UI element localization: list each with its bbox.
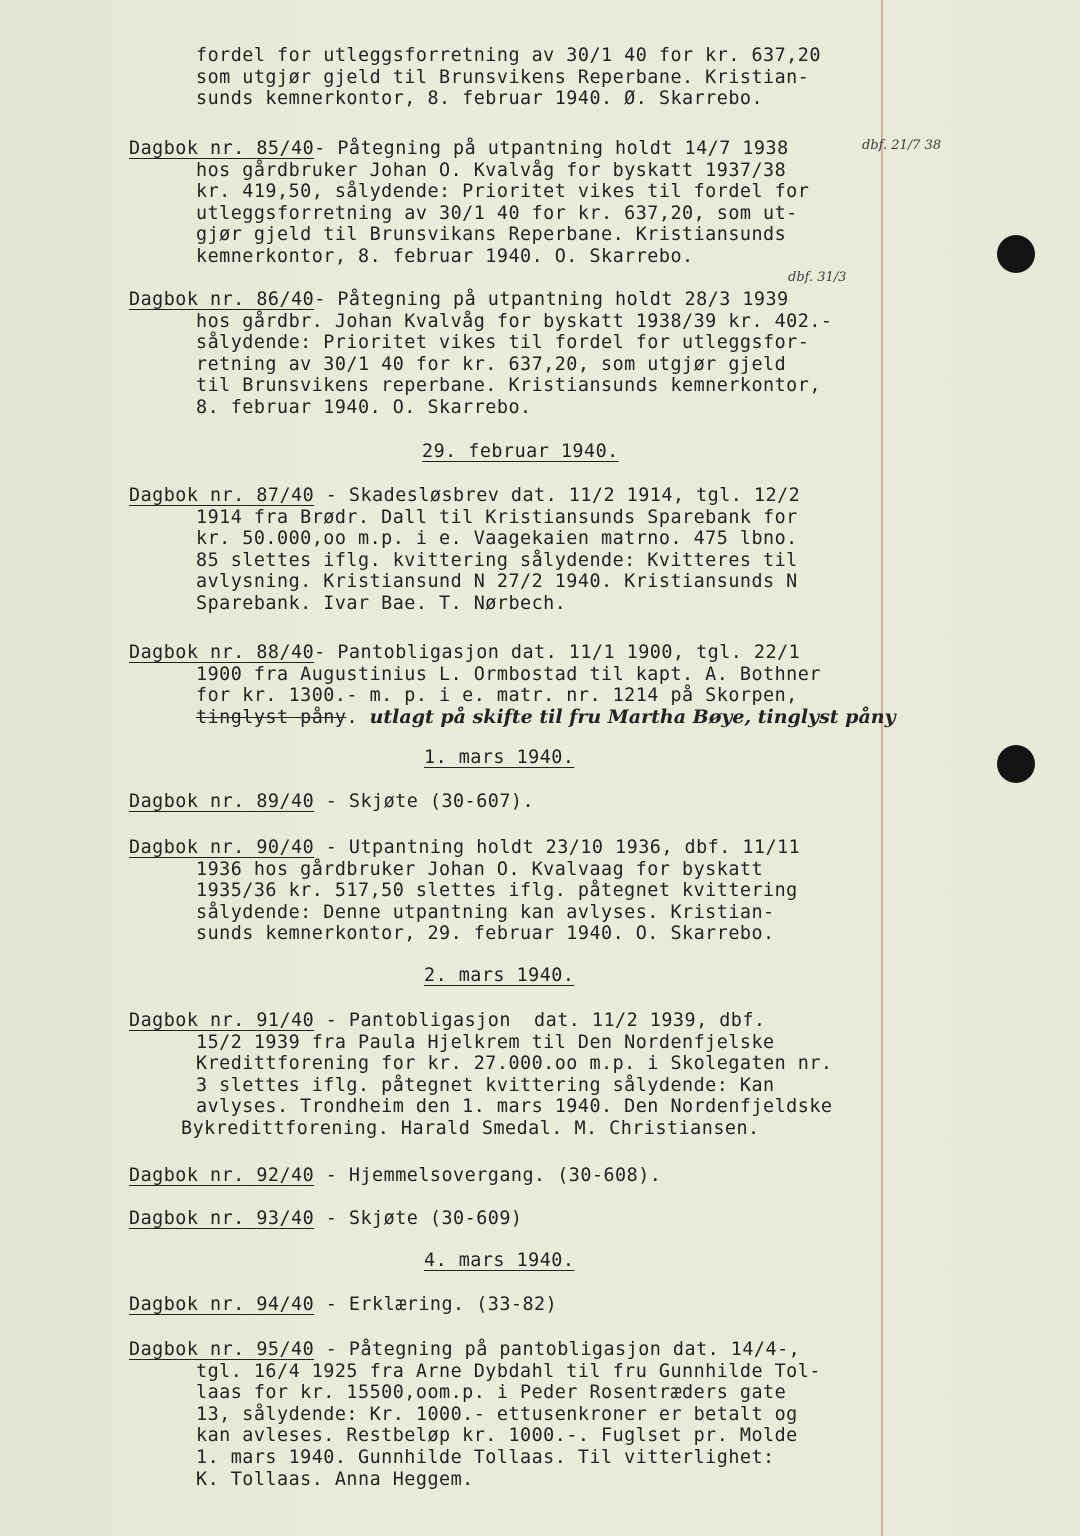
entry-line: Sparebank. Ivar Bae. T. Nørbech. [196,592,567,614]
entry-line: utleggsforretning av 30/1 40 for kr. 637,20, som ut- [196,202,798,224]
entry-line: avlyses. Trondheim den 1. mars 1940. Den Nordenfjeldske [196,1096,833,1118]
entry-89-40 [129,791,535,813]
entry-number: Dagbok nr. 91/40 [129,1010,315,1031]
entry-line: sålydende: Prioritet vikes til fordel for utleggsfor- [196,332,810,354]
entry-number: Dagbok nr. 92/40 [129,1165,315,1186]
entry-line: - Skjøte (30-607). [314,791,535,812]
entry-line: 8. februar 1940. O. Skarrebo. [196,396,532,418]
entry-94-40 [129,1294,558,1316]
entry-line: - Skadesløsbrev dat. 11/2 1914, tgl. 12/2 [314,485,801,506]
entry-line: 1936 hos gårdbruker Johan O. Kvalvaag for byskatt [196,858,764,880]
entry-line: 1935/36 kr. 517,50 slettes iflg. påtegnet kvittering [196,880,798,902]
entry-90-40 [129,837,801,945]
entry-number: Dagbok nr. 89/40 [129,791,315,812]
struck-text: tinglyst påny [196,706,347,728]
entry-line: - Hjemmelsovergang. (30-608). [314,1165,662,1186]
entry-line: 1. mars 1940. Gunnhilde Tollaas. Til vitterlighet: [196,1446,775,1468]
date-heading: 29. februar 1940. [422,441,619,462]
entry-line: 85 slettes iflg. kvittering sålydende: Kvitteres til [196,549,798,571]
entry-line: sunds kemnerkontor, 29. februar 1940. O. Skarrebo. [196,923,775,945]
entry-line: avlysning. Kristiansund N 27/2 1940. Kristiansunds N [196,571,798,593]
entry-85-40 [129,138,810,268]
entry-line: 1914 fra Brødr. Dall til Kristiansunds Sparebank for [196,506,798,528]
entry-92-40 [129,1165,662,1187]
date-heading: 1. mars 1940. [424,747,575,768]
handwritten-note: utlagt på skifte til fru Martha Bøye, tinglyst påny [369,705,896,728]
entry-number: Dagbok nr. 93/40 [129,1208,315,1229]
entry-line: gjør gjeld til Brunsvikans Reperbane. Kristiansunds [196,224,787,246]
entry-line: 13, sålydende: Kr. 1000.- ettusenkroner er betalt og [196,1403,798,1425]
entry-line: K. Tollaas. Anna Heggem. [196,1468,474,1490]
punch-hole-top [997,235,1035,273]
entry-line: kr. 50.000,oo m.p. i e. Vaagekaien matrno. 475 lbno. [196,528,798,550]
entry-95-40 [129,1339,821,1490]
entry-line: fordel for utleggsforretning av 30/1 40 for kr. 637,20 [196,45,821,66]
entry-91-40 [129,1010,833,1140]
margin-note: dbf. 21/7 38 [862,138,942,153]
entry-number: Dagbok nr. 85/40 [129,138,315,159]
entry-line: hos gårdbruker Johan O. Kvalvåg for byskatt 1937/38 [196,159,787,181]
entry-line: - Påtegning på utpantning holdt 28/3 1939 [314,289,789,310]
entry-line: hos gårdbr. Johan Kvalvåg for byskatt 1938/39 kr. 402.- [196,310,833,332]
entry-line: sålydende: Denne utpantning kan avlyses. Kristian- [196,901,775,923]
entry-line: tgl. 16/4 1925 fra Arne Dybdahl til fru Gunnhilde Tol- [196,1360,821,1382]
entry-number: Dagbok nr. 88/40 [129,642,315,663]
entry-line: - Utpantning holdt 23/10 1936, dbf. 11/11 [314,837,801,858]
entry-line: Kredittforening for kr. 27.000.oo m.p. i Skolegaten nr. [196,1053,833,1075]
entry-line: 3 slettes iflg. påtegnet kvittering sålydende: Kan [196,1074,775,1096]
entry-88-40: Dagbok nr. 88/40- Pantobligasjon dat. 11/1 1900, tgl. 22/1 1900 fra Augustinius L. Ormbostad til kapt. A. Bothner for kr. 1300.- m. p. i e. matr. nr. 1214 på Skorpen, tinglyst påny. utlagt på skifte til fru Martha Bøye, tinglyst påny [129,642,896,728]
entry-line: 15/2 1939 fra Paula Hjelkrem til Den Nordenfjelske [196,1031,775,1053]
entry-line: laas for kr. 15500,oom.p. i Peder Rosentræders gate [196,1382,787,1404]
entry-number: Dagbok nr. 87/40 [129,485,315,506]
entry-number: Dagbok nr. 90/40 [129,837,315,858]
entry-continuation [196,45,821,110]
margin-note: dbf. 31/3 [788,270,847,285]
margin-rule [881,0,883,1536]
entry-87-40 [129,485,801,615]
entry-line: - Pantobligasjon dat. 11/1 1900, tgl. 22/1 [314,642,801,663]
entry-line: kr. 419,50, sålydende: Prioritet vikes til fordel for [196,181,810,203]
entry-line: - Erklæring. (33-82) [314,1294,558,1315]
entry-line: kemnerkontor, 8. februar 1940. O. Skarrebo. [196,245,694,267]
entry-line: - Påtegning på utpantning holdt 14/7 1938 [314,138,789,159]
punch-hole-middle [997,745,1035,783]
entry-number: Dagbok nr. 95/40 [129,1339,315,1360]
date-heading: 4. mars 1940. [424,1250,575,1271]
entry-number: Dagbok nr. 86/40 [129,289,315,310]
entry-line: 1900 fra Augustinius L. Ormbostad til kapt. A. Bothner [196,663,821,685]
entry-line: til Brunsvikens reperbane. Kristiansunds kemnerkontor, [196,375,821,397]
entry-line: som utgjør gjeld til Brunsvikens Reperbane. Kristian- [196,66,810,88]
entry-line: - Pantobligasjon dat. 11/2 1939, dbf. [314,1010,766,1031]
entry-line: Bykredittforening. Harald Smedal. M. Christiansen. [181,1117,760,1139]
entry-line: kan avleses. Restbeløp kr. 1000.-. Fuglset pr. Molde [196,1425,798,1447]
entry-line: for kr. 1300.- m. p. i e. matr. nr. 1214 på Skorpen, [196,685,798,707]
entry-86-40 [129,289,833,419]
entry-line: sunds kemnerkontor, 8. februar 1940. Ø. Skarrebo. [196,88,764,110]
entry-line: - Påtegning på pantobligasjon dat. 14/4-, [314,1339,801,1360]
date-heading: 2. mars 1940. [424,965,575,986]
entry-line: retning av 30/1 40 for kr. 637,20, som utgjør gjeld [196,353,787,375]
entry-93-40 [129,1208,523,1230]
entry-number: Dagbok nr. 94/40 [129,1294,315,1315]
entry-line: - Skjøte (30-609) [314,1208,523,1229]
